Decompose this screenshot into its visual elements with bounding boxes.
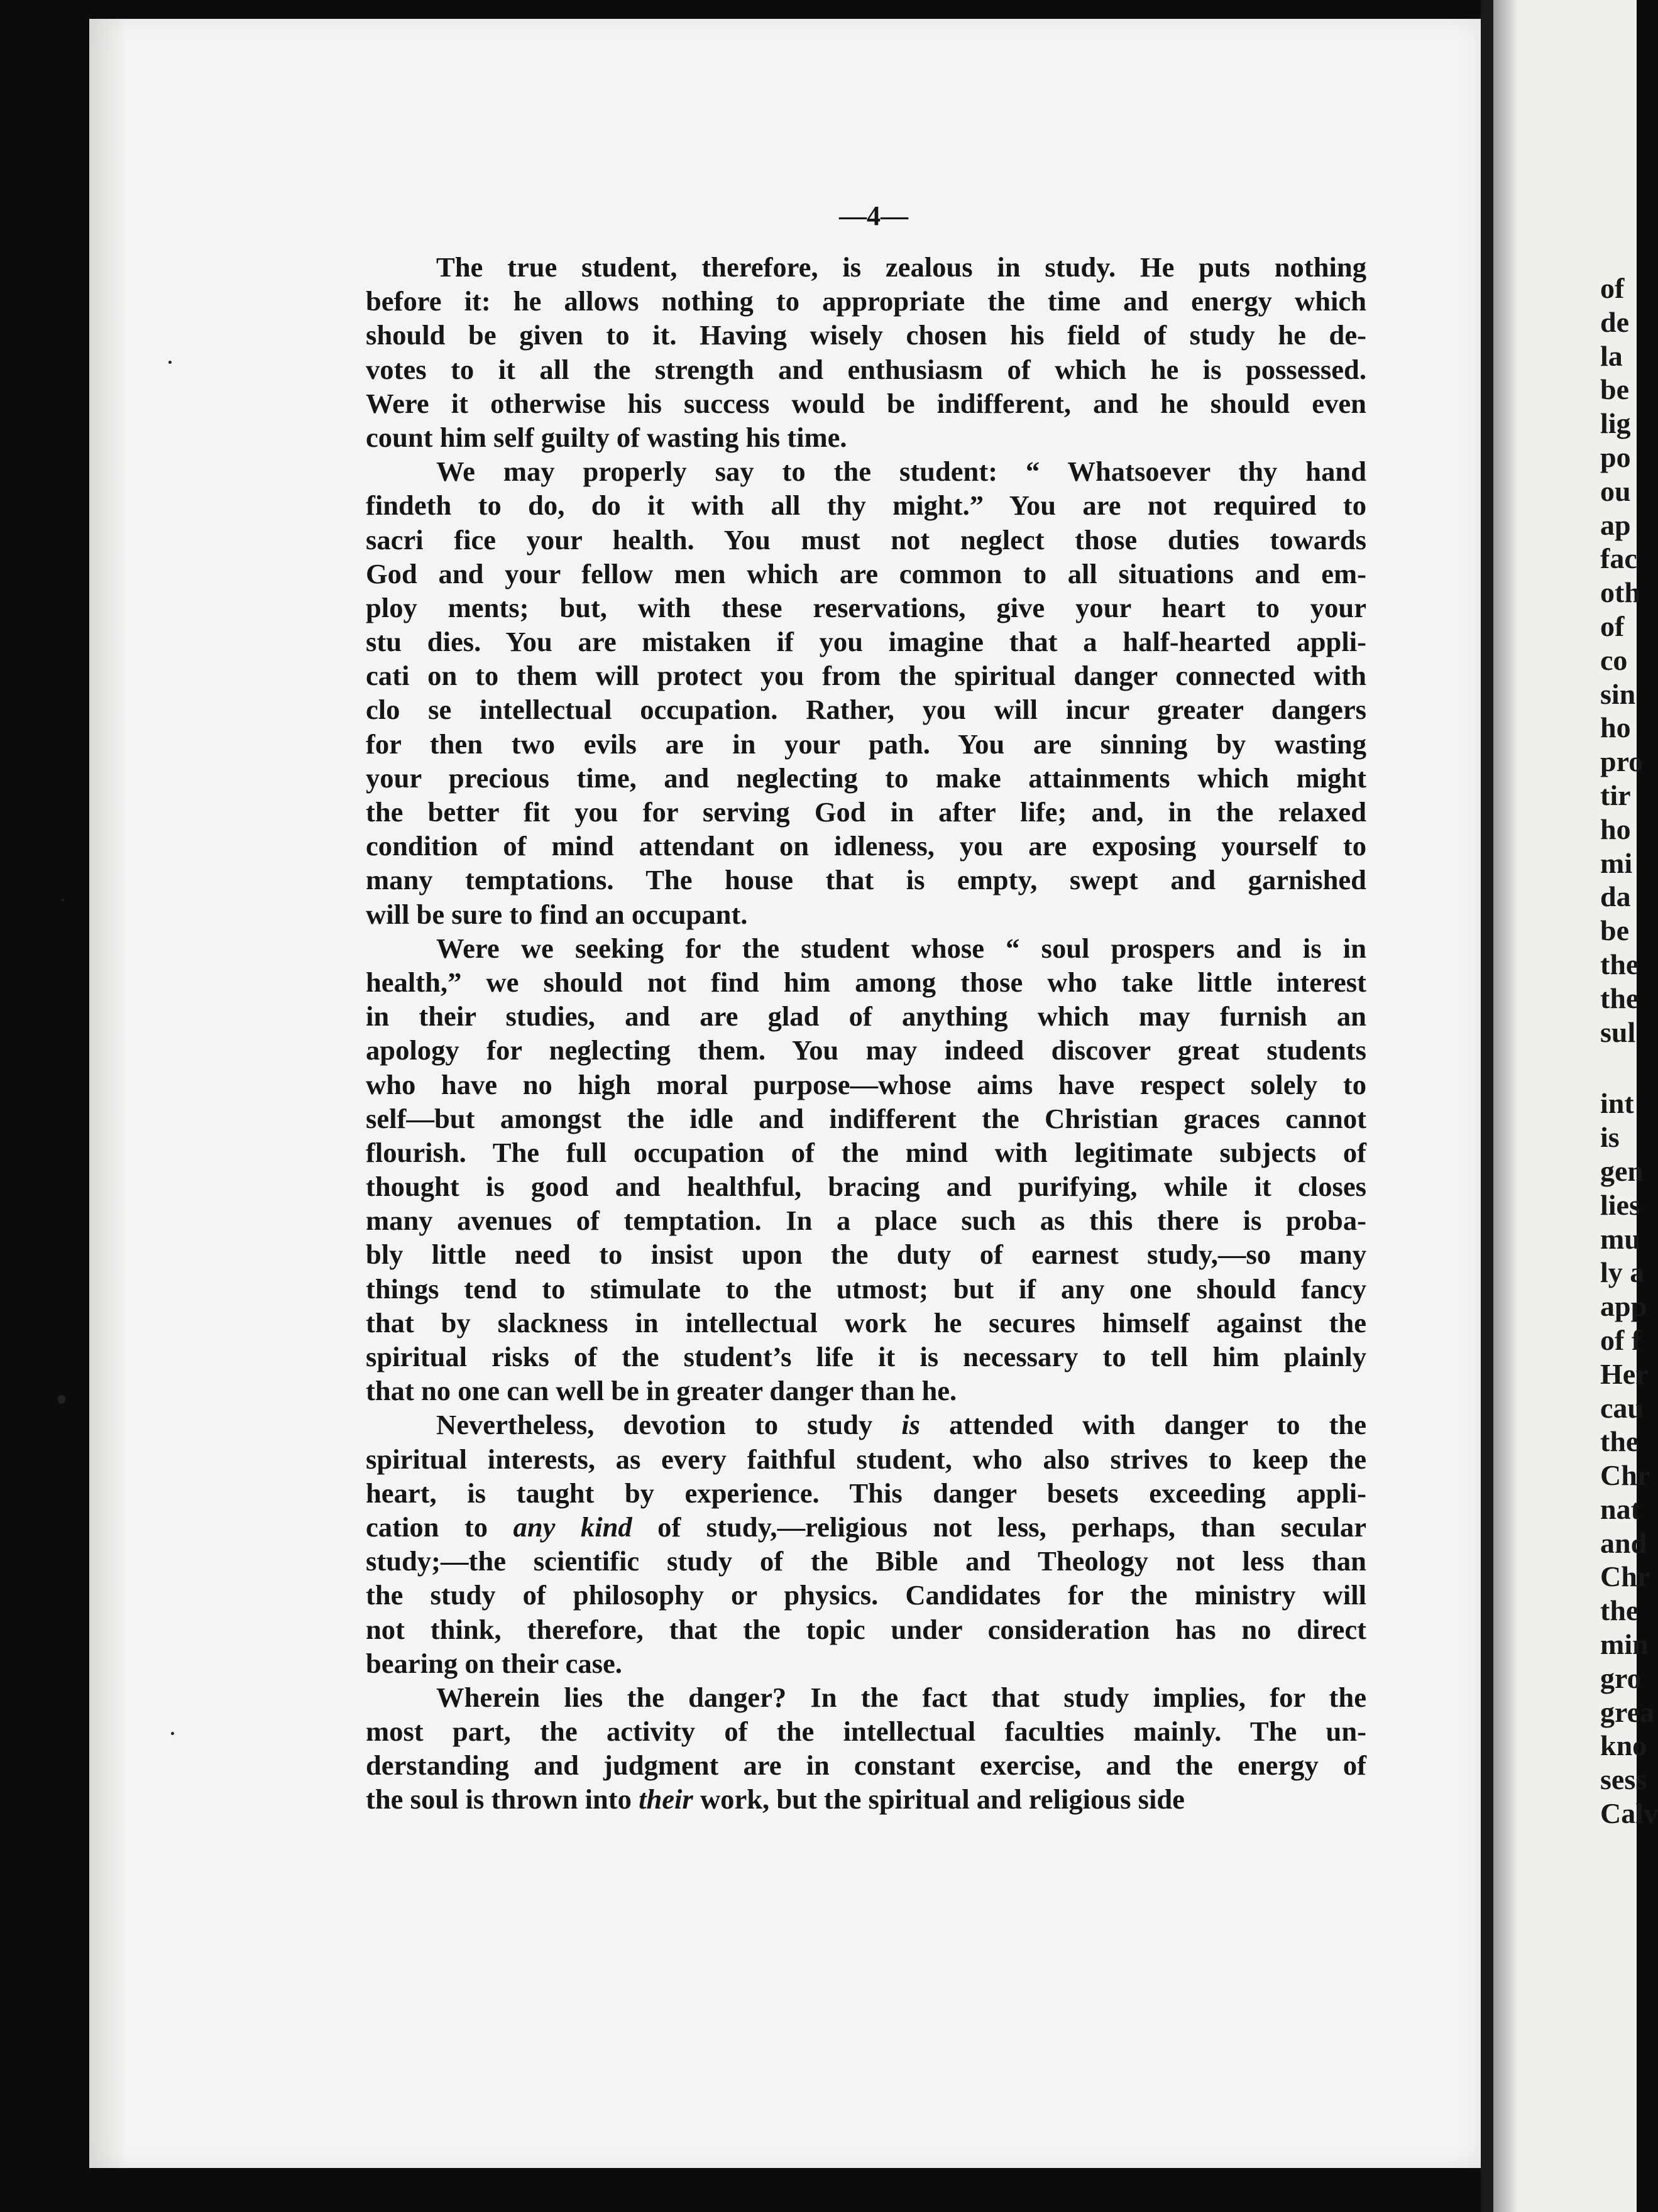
- facing-line-fragment: grea: [1600, 1695, 1655, 1728]
- text-line: ploy ments; but, with these reservations, give your heart to your: [366, 591, 1366, 623]
- body-text: [366, 250, 1366, 1817]
- facing-line-fragment: ap: [1600, 508, 1631, 541]
- text-line: many avenues of temptation. In a place such as this there is proba-: [366, 1205, 1366, 1237]
- facing-line-fragment: the: [1600, 1594, 1639, 1627]
- text-line: the better fit you for serving God in after life; and, in the relaxed: [366, 796, 1366, 828]
- facing-line-fragment: Her: [1600, 1357, 1649, 1390]
- text-line: condition of mind attendant on idleness, you are exposing yourself to: [366, 830, 1366, 862]
- facing-line-fragment: app: [1600, 1290, 1647, 1323]
- text-line: derstanding and judgment are in constant exercise, and the energy of: [366, 1749, 1366, 1782]
- text-line: self—but amongst the idle and indifferent the Christian graces cannot: [366, 1102, 1366, 1134]
- book-gutter: [1481, 0, 1493, 2212]
- text-line: before it: he allows nothing to appropriate the time and energy which: [366, 285, 1366, 317]
- text-line: health,” we should not find him among those who take little interest: [366, 966, 1366, 998]
- facing-line-fragment: oth: [1600, 576, 1640, 609]
- facing-line-fragment: ho: [1600, 813, 1631, 845]
- text-line: your precious time, and neglecting to make attainments which might: [366, 762, 1366, 794]
- facing-line-fragment: nat: [1600, 1492, 1640, 1525]
- facing-line-fragment: po: [1600, 441, 1631, 473]
- text-line: findeth to do, do it with all thy might.” You are not required to: [366, 490, 1366, 522]
- facing-line-fragment: Chr: [1600, 1560, 1650, 1593]
- text-line: clo se intellectual occupation. Rather, you will incur greater dangers: [366, 694, 1366, 726]
- text-line: Nevertheless, devotion to study is attended with danger to the: [436, 1409, 1366, 1441]
- text-line: heart, is taught by experience. This danger besets exceeding appli-: [366, 1477, 1366, 1509]
- text-line: the soul is thrown into their work, but the spiritual and religious side: [366, 1783, 1185, 1815]
- facing-line-fragment: the: [1600, 1425, 1639, 1458]
- text-line: votes to it all the strength and enthusiasm of which he is possessed.: [366, 353, 1366, 385]
- page-number: —4—: [839, 200, 908, 231]
- text-line: bly little need to insist upon the duty of earnest study,—so many: [366, 1239, 1366, 1271]
- facing-gap: [1600, 1049, 1637, 1087]
- text-line: will be sure to find an occupant.: [366, 898, 748, 930]
- text-line: cation to any kind of study,—religious not less, perhaps, than secular: [366, 1511, 1366, 1543]
- facing-line-fragment: min: [1600, 1628, 1649, 1661]
- facing-line-fragment: sess: [1600, 1763, 1647, 1796]
- text-line: flourish. The full occupation of the mind with legitimate subjects of: [366, 1136, 1366, 1168]
- text-line: God and your fellow men which are common to all situations and em-: [366, 557, 1366, 589]
- text-line: Wherein lies the danger? In the fact that study implies, for the: [436, 1681, 1366, 1713]
- text-line: cati on to them will protect you from the spiritual danger connected with: [366, 660, 1366, 692]
- facing-line-fragment: kno: [1600, 1729, 1647, 1762]
- facing-line-fragment: and: [1600, 1526, 1647, 1559]
- scan-speck: [171, 1732, 174, 1735]
- text-line: stu dies. You are mistaken if you imagine that a half-hearted appli-: [366, 626, 1366, 658]
- text-line: many temptations. The house that is empty, swept and garnished: [366, 864, 1366, 896]
- facing-line-fragment: ly a: [1600, 1256, 1645, 1289]
- text-line: that no one can well be in greater danger than he.: [366, 1375, 957, 1407]
- page-edge-shading: [89, 19, 127, 2168]
- facing-line-fragment: cau: [1600, 1391, 1644, 1424]
- text-line: spiritual risks of the student’s life it is necessary to tell him plainly: [366, 1341, 1366, 1372]
- facing-line-fragment: fac: [1600, 542, 1637, 575]
- facing-line-fragment: the: [1600, 982, 1639, 1014]
- facing-line-fragment: sul: [1600, 1016, 1636, 1048]
- scan-speck: [62, 899, 64, 901]
- facing-line-fragment: be: [1600, 914, 1629, 947]
- facing-line-fragment: ho: [1600, 711, 1631, 744]
- text-line: sacri fice your health. You must not neglect those duties towards: [366, 523, 1366, 556]
- facing-line-fragment: be: [1600, 373, 1629, 406]
- facing-line-fragment: da: [1600, 880, 1631, 913]
- text-line: We may properly say to the student: “ Whatsoever thy hand: [436, 456, 1366, 488]
- facing-page-shadow: [1493, 0, 1518, 2212]
- facing-line-fragment: mi: [1600, 846, 1633, 879]
- facing-line-fragment: tir: [1600, 779, 1631, 811]
- text-line: who have no high moral purpose—whose aims have respect solely to: [366, 1068, 1366, 1100]
- scan-speck: [58, 1395, 65, 1404]
- text-line: that by slackness in intellectual work he secures himself against the: [366, 1306, 1366, 1339]
- text-line: not think, therefore, that the topic under consideration has no direct: [366, 1613, 1366, 1645]
- text-line: most part, the activity of the intellectual faculties mainly. The un-: [366, 1716, 1366, 1748]
- facing-line-fragment: mu: [1600, 1222, 1640, 1255]
- text-line: Were it otherwise his success would be indifferent, and he should even: [366, 387, 1366, 419]
- scan-speck: [168, 361, 172, 364]
- facing-line-fragment: Calv: [1600, 1797, 1658, 1830]
- facing-page-text: [1600, 271, 1658, 1831]
- facing-line-fragment: ou: [1600, 474, 1631, 507]
- facing-line-fragment: lig: [1600, 407, 1631, 440]
- text-line: thought is good and healthful, bracing and purifying, while it closes: [366, 1171, 1366, 1203]
- facing-line-fragment: of: [1600, 610, 1625, 642]
- text-line: apology for neglecting them. You may indeed discover great students: [366, 1034, 1366, 1066]
- text-line: in their studies, and are glad of anything which may furnish an: [366, 1000, 1366, 1032]
- text-line: things tend to stimulate to the utmost; but if any one should fancy: [366, 1273, 1366, 1305]
- text-line: should be given to it. Having wisely chosen his field of study he de-: [366, 319, 1366, 351]
- text-line: study;—the scientific study of the Bible and Theology not less than: [366, 1545, 1366, 1577]
- facing-line-fragment: of: [1600, 272, 1625, 304]
- text-line: for then two evils are in your path. You are sinning by wasting: [366, 728, 1366, 760]
- text-line: Were we seeking for the student whose “ soul prospers and is in: [436, 932, 1366, 964]
- facing-line-fragment: of f: [1600, 1323, 1642, 1356]
- facing-line-fragment: de: [1600, 305, 1629, 338]
- text-line: count him self guilty of wasting his time.: [366, 421, 847, 453]
- facing-line-fragment: gro: [1600, 1662, 1642, 1694]
- facing-line-fragment: la: [1600, 339, 1623, 372]
- text-line: the study of philosophy or physics. Candidates for the ministry will: [366, 1579, 1366, 1611]
- facing-line-fragment: co: [1600, 643, 1628, 676]
- facing-line-fragment: lies: [1600, 1188, 1640, 1221]
- text-line: spiritual interests, as every faithful student, who also strives to keep the: [366, 1443, 1366, 1475]
- facing-line-fragment: sin: [1600, 677, 1636, 710]
- facing-line-fragment: the: [1600, 948, 1639, 980]
- facing-line-fragment: gen: [1600, 1154, 1644, 1187]
- facing-line-fragment: pro: [1600, 745, 1644, 778]
- facing-line-fragment: int: [1600, 1087, 1634, 1120]
- facing-line-fragment: Chr: [1600, 1459, 1650, 1492]
- facing-line-fragment: is: [1600, 1121, 1620, 1154]
- text-line: bearing on their case.: [366, 1647, 622, 1679]
- text-line: The true student, therefore, is zealous in study. He puts nothing: [436, 251, 1366, 283]
